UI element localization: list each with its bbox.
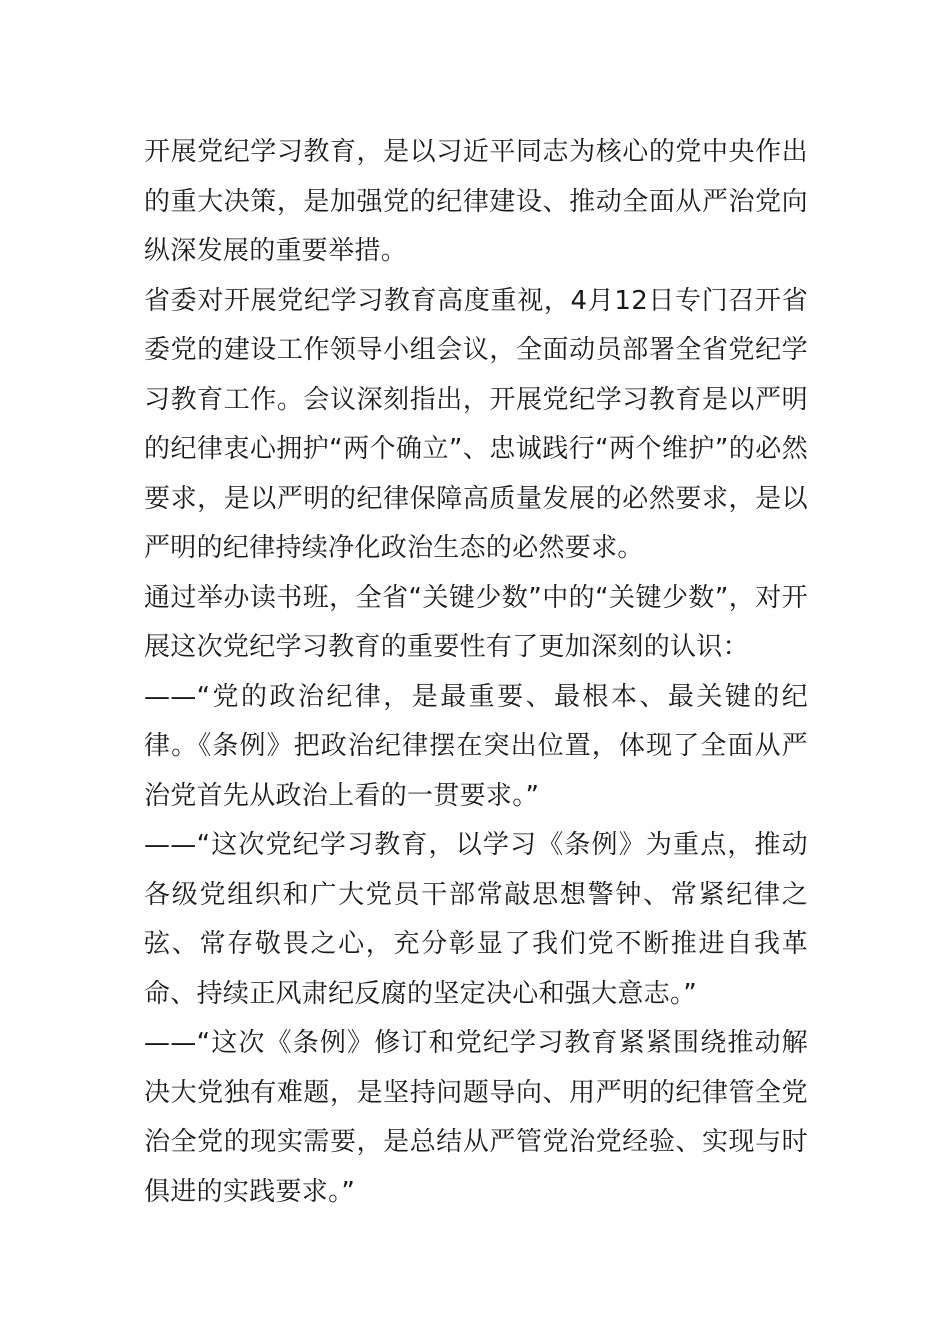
paragraph-provincial-committee: 省委对开展党纪学习教育高度重视，4月12日专门召开省委党的建设工作领导小组会议，全面动员部署全省党纪学习教育工作。会议深刻指出，开展党纪学习教育是以严明的纪律衷心拥护“两个确立”、忠诚践行“两个维护”的必然要求，是以严明的纪律保障高质量发展的必然要求，是以严明的纪律持续净化政治生态的必然要求。	[144, 285, 808, 563]
document-body	[144, 128, 808, 1217]
paragraph-quote-political-discipline: ——“党的政治纪律，是最重要、最根本、最关键的纪律。《条例》把政治纪律摆在突出位置，体现了全面从严治党首先从政治上看的一贯要求。”	[144, 681, 808, 811]
paragraph-reading-class: 通过举办读书班，全省“关键少数”中的“关键少数”，对开展这次党纪学习教育的重要性有了更加深刻的认识：	[144, 582, 808, 662]
paragraph-quote-regulation-revision: ——“这次《条例》修订和党纪学习教育紧紧围绕推动解决大党独有难题，是坚持问题导向、用严明的纪律管全党治全党的现实需要，是总结从严管党治党经验、实现与时俱进的实践要求。”	[144, 1028, 808, 1207]
paragraph-quote-education-focus: ——“这次党纪学习教育，以学习《条例》为重点，推动各级党组织和广大党员干部常敲思想警钟、常紧纪律之弦、常存敬畏之心，充分彰显了我们党不断推进自我革命、持续正风肃纪反腐的坚定决心和强大意志。”	[144, 830, 808, 1009]
paragraph-intro: 开展党纪学习教育，是以习近平同志为核心的党中央作出的重大决策，是加强党的纪律建设、推动全面从严治党向纵深发展的重要举措。	[144, 137, 808, 266]
